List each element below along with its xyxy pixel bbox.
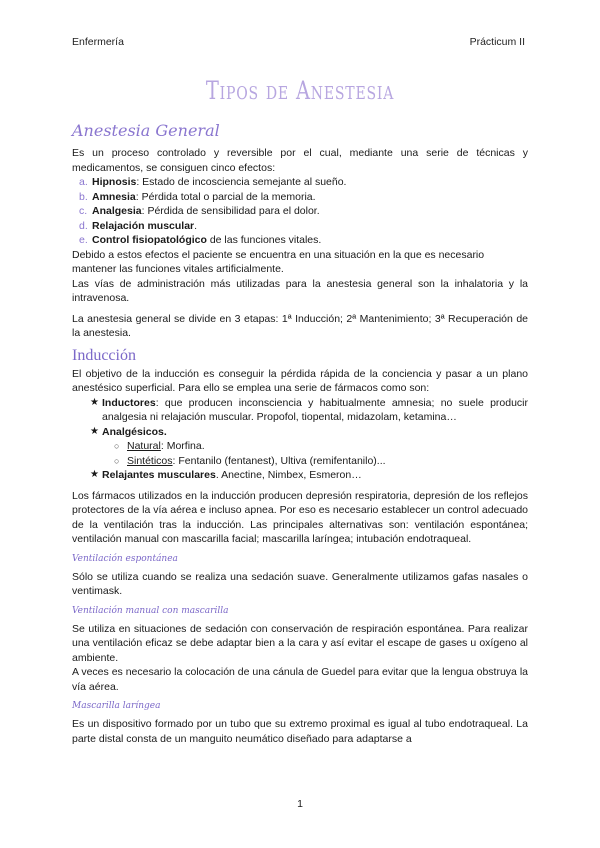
drug-term: Inductores — [102, 396, 156, 409]
star-bullet-icon: ★ — [90, 469, 99, 480]
section-heading-anestesia-general: Anestesia General — [72, 121, 220, 140]
sublist-text: : Fentanilo (fentanest), Ultiva (remifentanilo)... — [172, 454, 386, 467]
induccion-summary: Los fármacos utilizados en la inducción producen depresión respiratoria, depresión de los reflejos protectores de la vía aérea e incluso apnea. Por eso es necesario establecer un control adecuado de la ventilación tras la inducción. Las principales alternativas son: ventilación espontánea; ventilación manual con mascarilla facial; mascarilla laríngea; intubación endotraqueal. — [72, 489, 528, 545]
drugs-list — [72, 396, 528, 483]
effect-text: . — [194, 219, 198, 232]
effect-text: : Pérdida total o parcial de la memoria. — [135, 190, 316, 203]
induccion-intro: El objetivo de la inducción es conseguir la pérdida rápida de la conciencia y pasar a un plano anestésico superficial. Para ello se emplea una serie de fármacos como son: — [72, 367, 528, 394]
general-after-2: Las vías de administración más utilizadas para la anestesia general son la inhalatoria y la intravenosa. — [72, 277, 528, 304]
effect-term: Hipnosis — [92, 176, 137, 188]
list-letter: e. — [79, 234, 88, 246]
sublist-label: Natural — [127, 440, 161, 452]
circle-bullet-icon: ○ — [114, 441, 120, 451]
subheading-ventilacion-manual: Ventilación manual con mascarilla — [72, 605, 229, 616]
effect-text: : Pérdida de sensibilidad para el dolor. — [141, 205, 320, 217]
section-heading-induccion: Inducción — [72, 346, 136, 364]
general-intro: Es un proceso controlado y reversible por el cual, mediante una serie de técnicas y medicamentos, se consiguen cinco efectos: — [72, 147, 528, 174]
general-stages: La anestesia general se divide en 3 etapas: 1ª Inducción; 2ª Mantenimiento; 3ª Recuperación de la anestesia. — [72, 312, 528, 339]
list-item-inductores — [90, 396, 528, 425]
sublist-text: : Morfina. — [160, 440, 205, 452]
drug-term: Analgésicos — [102, 425, 164, 438]
effect-item — [79, 233, 528, 248]
effects-list — [72, 175, 528, 248]
general-after-1: Debido a estos efectos el paciente se encuentra en una situación en la que es necesario mantener las funciones vitales artificialmente. — [72, 248, 485, 275]
effect-text: de las funciones vitales. — [206, 234, 322, 246]
subheading-mascarilla-laringea: Mascarilla laríngea — [72, 701, 161, 711]
effect-term: Control fisiopatológico — [92, 234, 207, 246]
ventilacion-manual-text-2: A veces es necesario la colocación de una cánula de Guedel para evitar que la lengua obstruya la vía aérea. — [72, 666, 528, 693]
star-bullet-icon: ★ — [90, 396, 99, 408]
header-right: Prácticum II — [469, 36, 525, 48]
list-letter: b. — [79, 190, 88, 203]
effect-text: : Estado de incosciencia semejante al sueño. — [136, 176, 347, 188]
list-letter: c. — [79, 205, 88, 217]
mascarilla-laringea-text: Es un dispositivo formado por un tubo que su extremo proximal es igual al tubo endotraqueal. La parte distal consta de un manguito neumático diseñado para adaptarse a — [72, 718, 528, 745]
drug-term: Relajantes musculares — [102, 469, 216, 481]
drug-term-dot: . — [163, 425, 167, 438]
effect-item — [79, 175, 528, 190]
page-number: 1 — [297, 798, 303, 810]
effect-item — [79, 190, 528, 205]
effect-term: Analgesia — [92, 205, 142, 217]
effect-term: Amnesia — [92, 190, 136, 203]
page-title: Tipos de Anestesia — [205, 76, 395, 105]
effect-item — [79, 219, 528, 234]
ventilacion-manual-text-1: Se utiliza en situaciones de sedación con conservación de respiración espontánea. Para realizar una ventilación eficaz se debe adaptar bien a la cara y así evitar el escape de gases u oxígeno al ambiente. — [72, 622, 528, 664]
sublist-item-sinteticos — [114, 454, 528, 469]
effect-item — [79, 204, 528, 219]
circle-bullet-icon: ○ — [114, 455, 120, 466]
list-item-analgesicos — [90, 425, 528, 469]
drug-text: : que producen inconsciencia y habitualmente amnesia; no suele producir analgesia ni relajación muscular. Propofol, tiopental, midazolam, ketamina… — [102, 396, 528, 423]
header-left: Enfermería — [72, 36, 124, 48]
subheading-ventilacion-espontanea: Ventilación espontánea — [72, 553, 178, 564]
star-bullet-icon: ★ — [90, 425, 99, 437]
list-letter: a. — [79, 176, 88, 188]
drug-text: . Anectine, Nimbex, Esmeron… — [215, 469, 362, 481]
effect-term: Relajación muscular — [92, 219, 195, 232]
ventilacion-espontanea-text: Sólo se utiliza cuando se realiza una sedación suave. Generalmente utilizamos gafas nasales o ventimask. — [72, 570, 528, 597]
page-content — [72, 120, 528, 746]
sublist-item-natural — [114, 439, 528, 454]
sublist-label: Sintéticos — [127, 454, 173, 467]
list-item-relajantes — [90, 468, 528, 483]
analgesicos-sublist — [102, 439, 528, 468]
list-letter: d. — [79, 219, 88, 232]
